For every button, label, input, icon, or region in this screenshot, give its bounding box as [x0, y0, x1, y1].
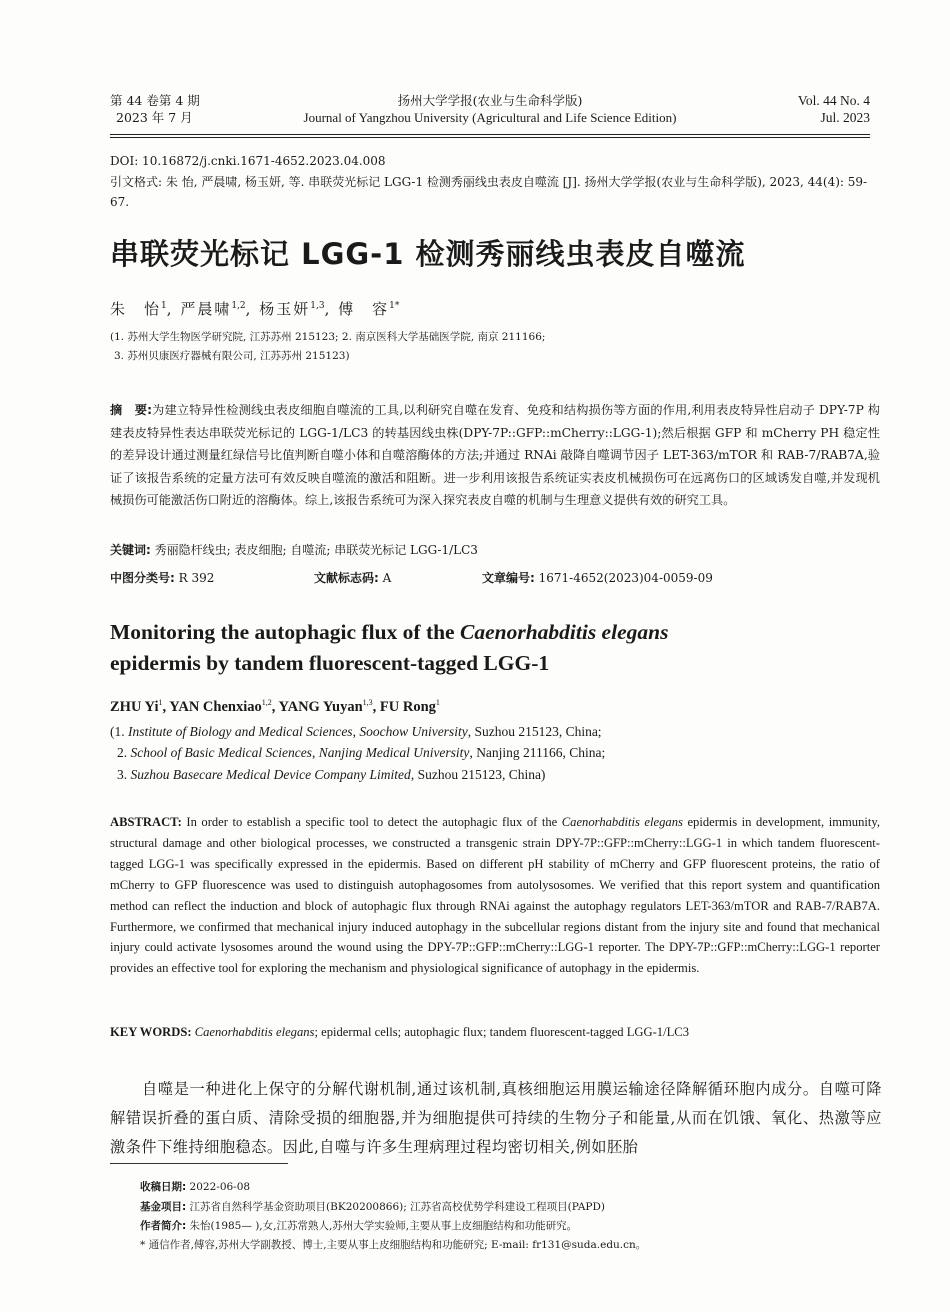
footnote-received: 收稿日期: 2022-06-08 [140, 1181, 251, 1193]
authors-en: ZHU Yi$^1$, YAN Chenxiao$^{1,2}$, YANG Yuyan$^{1,3}$, FU Rong$^1$ [110, 698, 440, 715]
doi-line[interactable]: DOI: 10.16872/j.cnki.1671-4652.2023.04.008 [110, 154, 386, 168]
keywords-en: KEY WORDS: Caenorhabditis elegans; epidermal cells; autophagic flux; tandem fluorescent-tagged LGG-1/LC3 [110, 1025, 689, 1039]
author-en: ZHU Yi [110, 698, 159, 715]
keywords-cn [110, 541, 478, 558]
footnote-fund: 基金项目: 江苏省自然科学基金资助项目(BK20200866); 江苏省高校优势学科建设工程项目(PAPD) [140, 1201, 605, 1213]
affiliation-en: 2. School of Basic Medical Sciences, Nanjing Medical University, Nanjing 211166, China; [117, 745, 606, 760]
author-en: FU Rong [379, 698, 436, 715]
affiliation-cn: (1. 苏州大学生物医学研究院, 江苏苏州 215123; 2. 南京医科大学基础医学院, 南京 211166; [110, 331, 546, 343]
header-volume-cn: 第 44 卷第 4 期 2023 年 7 月 [110, 93, 200, 125]
header-journal-name: 扬州大学学报(农业与生命科学版) Journal of Yangzhou University (Agricultural and Life Science Edition) [303, 93, 677, 125]
author-cn: 杨玉妍 [259, 300, 311, 318]
header-rule-thin [110, 137, 870, 138]
clc-number: 中图分类号: R 392 [110, 571, 215, 585]
abstract-en-label: ABSTRACT: [110, 815, 182, 829]
keywords-cn-text: 秀丽隐杆线虫; 表皮细胞; 自噬流; 串联荧光标记 LGG-1/LC3 [154, 543, 478, 557]
running-header [110, 92, 870, 134]
keywords-cn-label: 关键词: [110, 543, 151, 557]
citation-format [110, 172, 880, 212]
title-species: Caenorhabditis elegans [459, 620, 669, 644]
abstract-en: ABSTRACT: In order to establish a specific tool to detect the autophagic flux of the Caenorhabditis elegans epidermis in development, immunity, structural damage and other biological processes, we constructed a transgenic strain DPY-7P::GFP::mCherry::LGG-1 in which tandem fluorescent-tagged LGG-1 was specifically expressed in the epidermis. Based on different pH stability of mCherry and GFP fluorescent proteins, the ratio of mCherry to GFP fluorescence was used to distinguish autophagosomes from autolysosomes. We verified that this report system and quantification method can reflect the induction and block of autophagic flux through RNAi against the autophagy regulators LET-363/mTOR and RAB-7/RAB7A. Furthermore, we confirmed that mechanical injury induced autophagy in the subcellular regions distant from the injury site and found that mechanical injury could activate lysosomes around the wound using the DPY-7P::GFP::mCherry::LGG-1 reporter. The DPY-7P::GFP::mCherry::LGG-1 reporter provides an effective tool for exploring the mechanism and physiological significance of autophagy in the epidermis. [110, 815, 881, 976]
keywords-en-label: KEY WORDS: [110, 1025, 192, 1039]
title-en: Monitoring the autophagic flux of the Caenorhabditis elegans epidermis by tandem fluorescent-tagged LGG-1 [110, 620, 669, 675]
citation-label: 引文格式: [110, 175, 163, 189]
footnote-rule [110, 1163, 288, 1164]
abstract-cn-text: 为建立特异性检测线虫表皮细胞自噬流的工具,以利研究自噬在发育、免疫和结构损伤等方面的作用,利用表皮特异性启动子 DPY-7P 构建表皮特异性表达串联荧光标记的 LGG-1/LC3 的转基因线虫株(DPY-7P::GFP::mCherry::LGG-1);然后根据 GFP 和 mCherry PH 稳定性的差异设计通过测量红绿信号比值判断自噬小体和自噬溶酶体的方法;并通过 RNAi 敲降自噬调节因子 LET-363/mTOR 和 RAB-7/RAB7A,验证了该报告系统的定量方法可有效反映自噬流的激活和阻断。进一步利用该报告系统证实表皮机械损伤可在远离伤口的区域诱发自噬,并发现机械损伤可能激活伤口附近的溶酶体。综上,该报告系统可为深入探究表皮自噬的机制与生理意义提供有效的研究工具。 [110, 403, 880, 507]
author-en: YANG Yuyan [278, 698, 363, 715]
body-paragraph: 自噬是一种进化上保守的分解代谢机制,通过该机制,真核细胞运用膜运输途径降解循环胞内成分。自噬可降解错误折叠的蛋白质、清除受损的细胞器,并为细胞提供可持续的生物分子和能量,从而在饥饿、氧化、热激等应激条件下维持细胞稳态。因此,自噬与许多生理病理过程均密切相关,例如胚胎 [110, 1080, 882, 1156]
footnote-author-bio: 作者简介: 朱怡(1985— ),女,江苏常熟人,苏州大学实验师,主要从事上皮细胞结构和功能研究。 [140, 1220, 578, 1232]
author-en: YAN Chenxiao [169, 698, 262, 715]
author-cn: 傅 容 [338, 300, 390, 318]
document-code: 文献标志码: A [314, 571, 392, 585]
title-cn: 串联荧光标记 LGG-1 检测秀丽线虫表皮自噬流 [110, 237, 746, 271]
affiliation-cn: 3. 苏州贝康医疗器械有限公司, 江苏苏州 215123) [114, 350, 350, 362]
author-cn: 朱 怡 [110, 300, 162, 318]
abstract-cn-label: 摘 要: [110, 403, 152, 417]
authors-cn: 朱 怡$^1$, 严晨啸$^{1,2}$, 杨玉妍$^{1,3}$, 傅 容$^{1*}$ [110, 300, 400, 318]
author-cn: 严晨啸 [180, 300, 232, 318]
affiliation-en: 3. Suzhou Basecare Medical Device Company Limited, Suzhou 215123, China) [117, 767, 546, 782]
citation-text: 朱 怡, 严晨啸, 杨玉妍, 等. 串联荧光标记 LGG-1 检测秀丽线虫表皮自噬流 [J]. 扬州大学学报(农业与生命科学版), 2023, 44(4): 59-67. [110, 175, 868, 209]
affiliation-en: (1. Institute of Biology and Medical Sciences, Soochow University, Suzhou 215123, China; [110, 724, 602, 739]
header-rule-thick [110, 134, 870, 135]
abstract-cn [110, 399, 880, 512]
article-number: 文章编号: 1671-4652(2023)04-0059-09 [482, 571, 713, 585]
header-volume-en: Vol. 44 No. 4 Jul. 2023 [797, 93, 870, 125]
footnote-corresponding: * 通信作者,傅容,苏州大学副教授、博士,主要从事上皮细胞结构和功能研究; E-mail: fr131@suda.edu.cn。 [140, 1239, 647, 1251]
